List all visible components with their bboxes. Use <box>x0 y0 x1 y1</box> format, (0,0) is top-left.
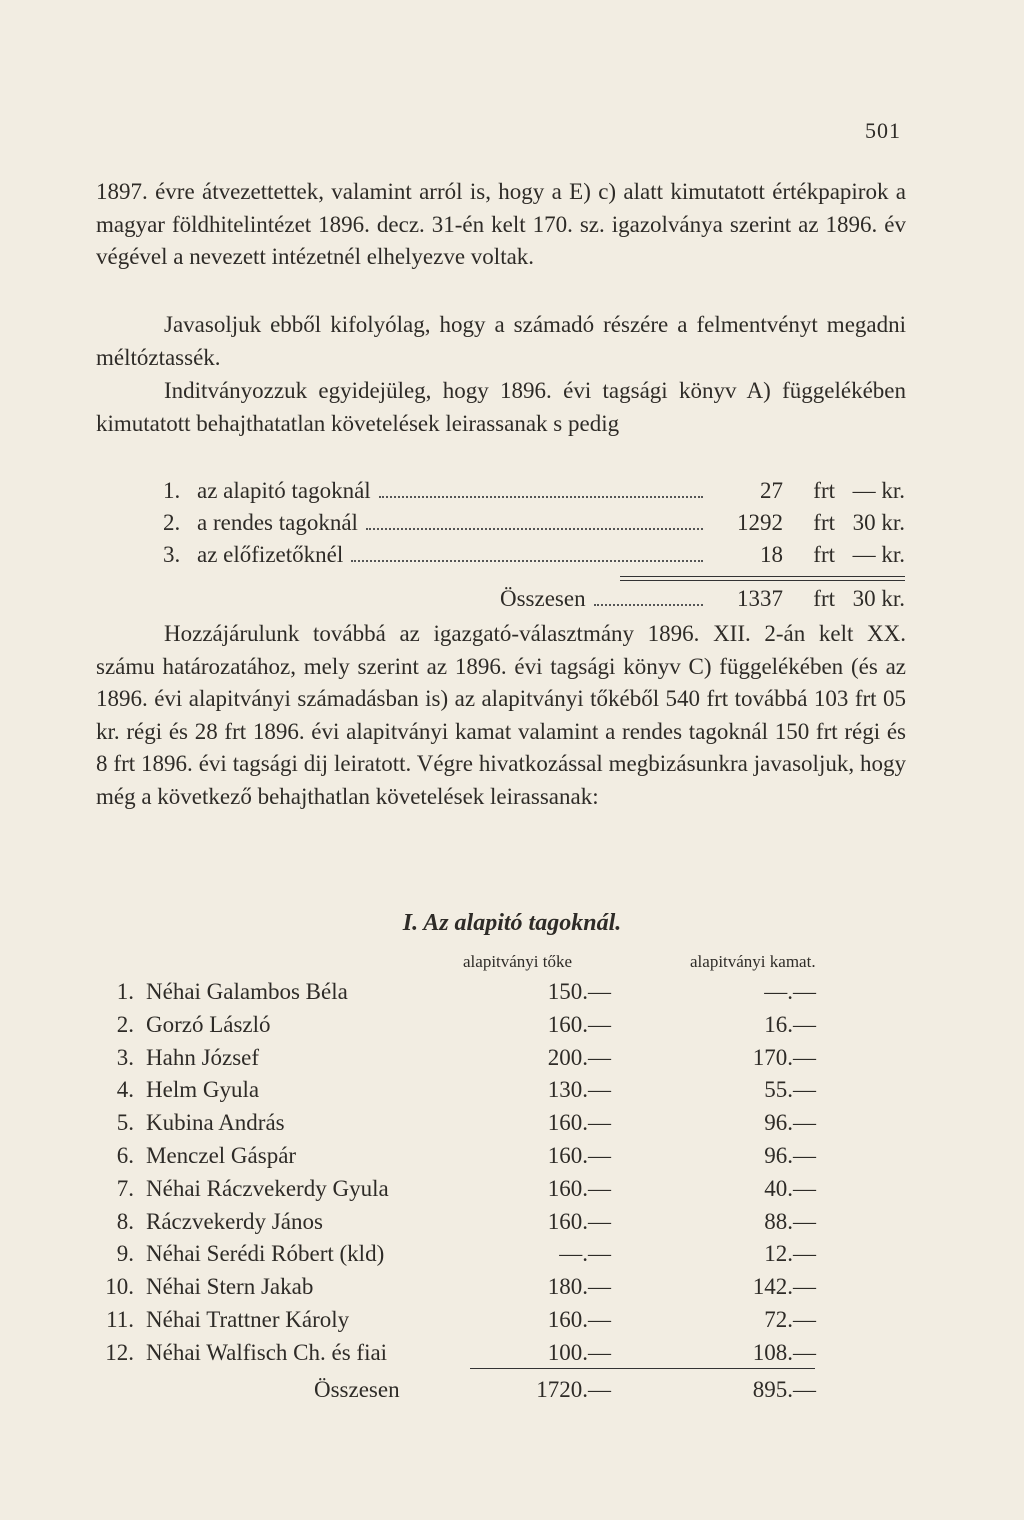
deduction-label: az alapitó tagoknál <box>197 478 371 503</box>
deduction-row <box>163 478 905 510</box>
member-capital: 160.— <box>547 1208 611 1234</box>
deduction-kr: — kr. <box>852 542 905 567</box>
member-interest: —.— <box>764 979 816 1004</box>
deduction-label: a rendes tagoknál <box>197 510 358 535</box>
deduction-row <box>163 510 905 542</box>
deduction-amount: 1292 <box>737 510 783 535</box>
deduction-currency: frt <box>813 542 835 567</box>
deduction-total-amount: 1337 <box>737 586 783 611</box>
member-capital: 200.— <box>547 1044 611 1070</box>
deduction-currency: frt <box>813 510 835 535</box>
member-capital: —.— <box>559 1241 611 1267</box>
member-row <box>96 1274 906 1307</box>
member-interest: 40.— <box>764 1175 816 1201</box>
deduction-kr: — kr. <box>852 478 905 503</box>
deduction-total-row <box>500 586 905 612</box>
deduction-total-label: Összesen <box>500 586 586 611</box>
member-interest: 96.— <box>764 1143 816 1168</box>
deduction-amount: 27 <box>760 478 783 503</box>
member-interest: 96.— <box>764 1110 816 1136</box>
member-interest: 12.— <box>764 1241 816 1267</box>
member-name: Néhai Galambos Béla <box>146 979 348 1004</box>
member-name: Néhai Trattner Károly <box>146 1307 350 1332</box>
member-capital: 160.— <box>547 1143 611 1168</box>
member-name: Helm Gyula <box>146 1077 260 1103</box>
member-number: 3. <box>116 1044 134 1070</box>
member-name: Hahn József <box>146 1044 260 1070</box>
leader-dots <box>351 550 703 562</box>
page-number: 501 <box>865 118 901 143</box>
member-interest: 170.— <box>752 1044 816 1070</box>
member-name: Néhai Serédi Róbert (kld) <box>146 1241 385 1267</box>
member-number: 8. <box>116 1208 134 1234</box>
paragraph-recommendation: Javasoljuk ebből kifolyólag, hogy a számadó részére a felmentvényt megadni méltóztassék. <box>96 312 906 370</box>
member-number: 9. <box>116 1241 134 1267</box>
section-title: I. Az alapitó tagoknál. <box>402 910 622 936</box>
member-name: Menczel Gáspár <box>146 1143 297 1168</box>
paragraph-carryover: 1897. évre átvezettettek, valamint arról is, hogy a E) c) alatt kimutatott értékpapirok a magyar földhitelintézet 1896. decz. 31-én kelt 170. sz. igazolványa szerint az 1896. év végével a nevezett intézetnél elhelyezve voltak. <box>96 179 906 270</box>
paragraph-motion: Inditványozzuk egyidejüleg, hogy 1896. évi tagsági könyv A) függelékében kimutatott behajthatatlan követelések leirassanak s pedig <box>96 378 906 436</box>
deduction-total-currency: frt <box>813 586 835 611</box>
member-capital: 160.— <box>547 1011 611 1037</box>
member-row <box>96 1012 906 1045</box>
member-name: Néhai Ráczvekerdy Gyula <box>146 1175 389 1201</box>
deduction-kr: 30 kr. <box>852 510 905 535</box>
member-name: Gorzó László <box>146 1011 271 1037</box>
member-row <box>96 1176 906 1209</box>
table-total-capital: 1720.— <box>536 1377 611 1402</box>
member-capital: 150.— <box>547 979 611 1004</box>
sum-rule <box>620 580 905 581</box>
member-number: 2. <box>116 1011 134 1037</box>
leader-dots <box>366 518 703 530</box>
member-row <box>96 1143 906 1176</box>
member-row <box>96 1077 906 1110</box>
member-capital: 160.— <box>547 1175 611 1201</box>
table-total-row <box>96 1377 906 1410</box>
member-interest: 142.— <box>752 1274 816 1300</box>
column-header-capital: alapitványi tőke <box>463 952 573 971</box>
member-interest: 108.— <box>752 1339 816 1365</box>
deduction-total-kr: 30 kr. <box>852 586 905 611</box>
member-interest: 55.— <box>764 1077 816 1103</box>
deduction-number: 1. <box>163 478 181 503</box>
leader-dots <box>379 486 703 498</box>
leader-dots <box>594 594 703 606</box>
member-interest: 88.— <box>764 1208 816 1234</box>
member-capital: 130.— <box>547 1077 611 1103</box>
member-number: 4. <box>116 1077 134 1103</box>
member-row <box>96 1209 906 1242</box>
member-row <box>96 1307 906 1340</box>
sum-rule <box>620 576 905 577</box>
deduction-row <box>163 542 905 574</box>
column-header-interest: alapitványi kamat. <box>690 952 816 971</box>
member-name: Néhai Stern Jakab <box>146 1274 314 1300</box>
member-number: 12. <box>105 1339 134 1365</box>
deduction-number: 2. <box>163 510 181 535</box>
member-capital: 180.— <box>547 1274 611 1300</box>
member-row <box>96 1241 906 1274</box>
member-number: 7. <box>116 1175 134 1201</box>
member-number: 10. <box>105 1274 134 1300</box>
member-number: 11. <box>106 1307 134 1332</box>
member-row <box>96 1045 906 1078</box>
member-capital: 160.— <box>547 1110 611 1136</box>
member-number: 1. <box>116 979 134 1004</box>
member-capital: 100.— <box>547 1339 611 1365</box>
deduction-currency: frt <box>813 478 835 503</box>
member-number: 6. <box>116 1143 134 1168</box>
table-total-interest: 895.— <box>752 1377 816 1402</box>
member-name: Ráczvekerdy János <box>146 1208 323 1234</box>
member-row <box>96 1110 906 1143</box>
deduction-amount: 18 <box>760 542 783 567</box>
member-number: 5. <box>116 1110 134 1136</box>
member-interest: 16.— <box>764 1011 816 1037</box>
member-name: Kubina András <box>146 1110 285 1136</box>
member-interest: 72.— <box>764 1307 816 1332</box>
table-total-label: Összesen <box>314 1377 400 1402</box>
table-sum-rule <box>470 1368 815 1369</box>
member-capital: 160.— <box>547 1307 611 1332</box>
deduction-label: az előfizetőknél <box>197 542 344 567</box>
paragraph-approval: Hozzájárulunk továbbá az igazgató-választmány 1896. XII. 2-án kelt XX. számu határozatához, mely szerint az 1896. évi tagsági könyv C) függelékében (és az 1896. évi alapitványi számadásban is) az alapitványi tőkéből 540 frt továbbá 103 frt 05 kr. régi és 28 frt 1896. évi alapitványi kamat valamint a rendes tagoknál 150 frt régi és 8 frt 1896. évi tagsági dij leiratott. Végre hivatkozással megbizásunkra javasoljuk, hogy még a következő behajthatlan követelések leirassanak: <box>96 621 906 809</box>
member-row <box>96 979 906 1012</box>
deduction-number: 3. <box>163 542 181 567</box>
member-name: Néhai Walfisch Ch. és fiai <box>146 1339 388 1365</box>
